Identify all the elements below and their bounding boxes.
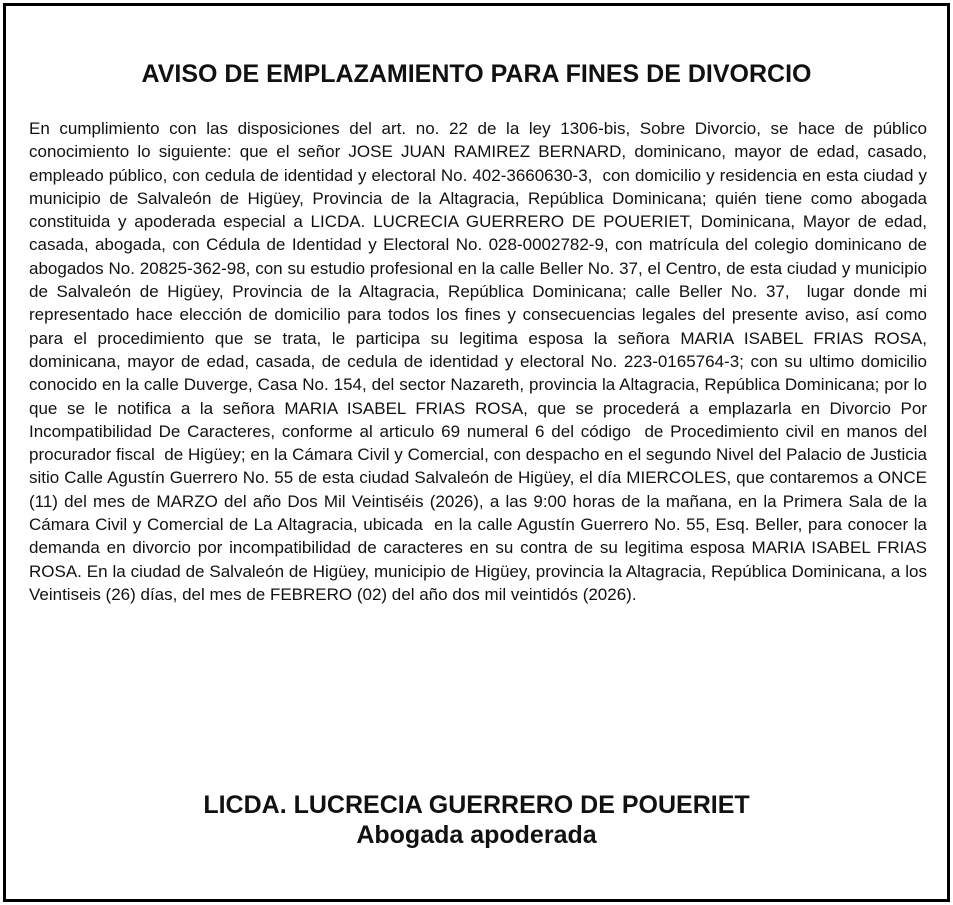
notice-frame xyxy=(3,3,950,902)
signature-name: LICDA. LUCRECIA GUERRERO DE POUERIET xyxy=(203,791,750,819)
signature-role: Abogada apoderada xyxy=(356,821,597,849)
notice-title: AVISO DE EMPLAZAMIENTO PARA FINES DE DIVORCIO xyxy=(141,60,812,88)
signature-block xyxy=(6,790,947,850)
notice-body: En cumplimiento con las disposiciones del art. no. 22 de la ley 1306-bis, Sobre Divorcio, se hace de público conocimiento lo siguiente: que el señor JOSE JUAN RAMIREZ BERNARD, dominicano, mayor de edad, casado, empleado público, con cedula de identidad y electoral No. 402-3660630-3, con domicilio y residencia en esta ciudad y municipio de Salvaleón de Higüey, Provincia de la Altagracia, República Dominicana; quién tiene como abogada constituida y apoderada especial a LICDA. LUCRECIA GUERRERO DE POUERIET, Dominicana, Mayor de edad, casada, abogada, con Cédula de Identidad y Electoral No. 028-0002782-9, con matrícula del colegio dominicano de abogados No. 20825-362-98, con su estudio profesional en la calle Beller No. 37, el Centro, de esta ciudad y municipio de Salvaleón de Higüey, Provincia de la Altagracia, República Dominicana; calle Beller No. 37, lugar donde mi representado hace elección de domicilio para todos los fines y consecuencias legales del presente aviso, así como para el procedimiento que se trata, le participa su legitima esposa la señora MARIA ISABEL FRIAS ROSA, dominicana, mayor de edad, casada, de cedula de identidad y electoral No. 223-0165764-3; con su ultimo domicilio conocido en la calle Duverge, Casa No. 154, del sector Nazareth, provincia la Altagracia, República Dominicana; por lo que se le notifica a la señora MARIA ISABEL FRIAS ROSA, que se procederá a emplazarla en Divorcio Por Incompatibilidad De Caracteres, conforme al articulo 69 numeral 6 del código de Procedimiento civil en manos del procurador fiscal de Higüey; en la Cámara Civil y Comercial, con despacho en el segundo Nivel del Palacio de Justicia sitio Calle Agustín Guerrero No. 55 de esta ciudad Salvaleón de Higüey, el día MIERCOLES, que contaremos a ONCE (11) del mes de MARZO del año Dos Mil Veintiséis (2026), a las 9:00 horas de la mañana, en la Primera Sala de la Cámara Civil y Comercial de La Altagracia, ubicada en la calle Agustín Guerrero No. 55, Esq. Beller, para conocer la demanda en divorcio por incompatibilidad de caracteres en su contra de su legitima esposa MARIA ISABEL FRIAS ROSA. En la ciudad de Salvaleón de Higüey, municipio de Higüey, provincia la Altagracia, República Dominicana, a los Veintiseis (26) días, del mes de FEBRERO (02) del año dos mil veintidós (2026). xyxy=(29,119,937,604)
